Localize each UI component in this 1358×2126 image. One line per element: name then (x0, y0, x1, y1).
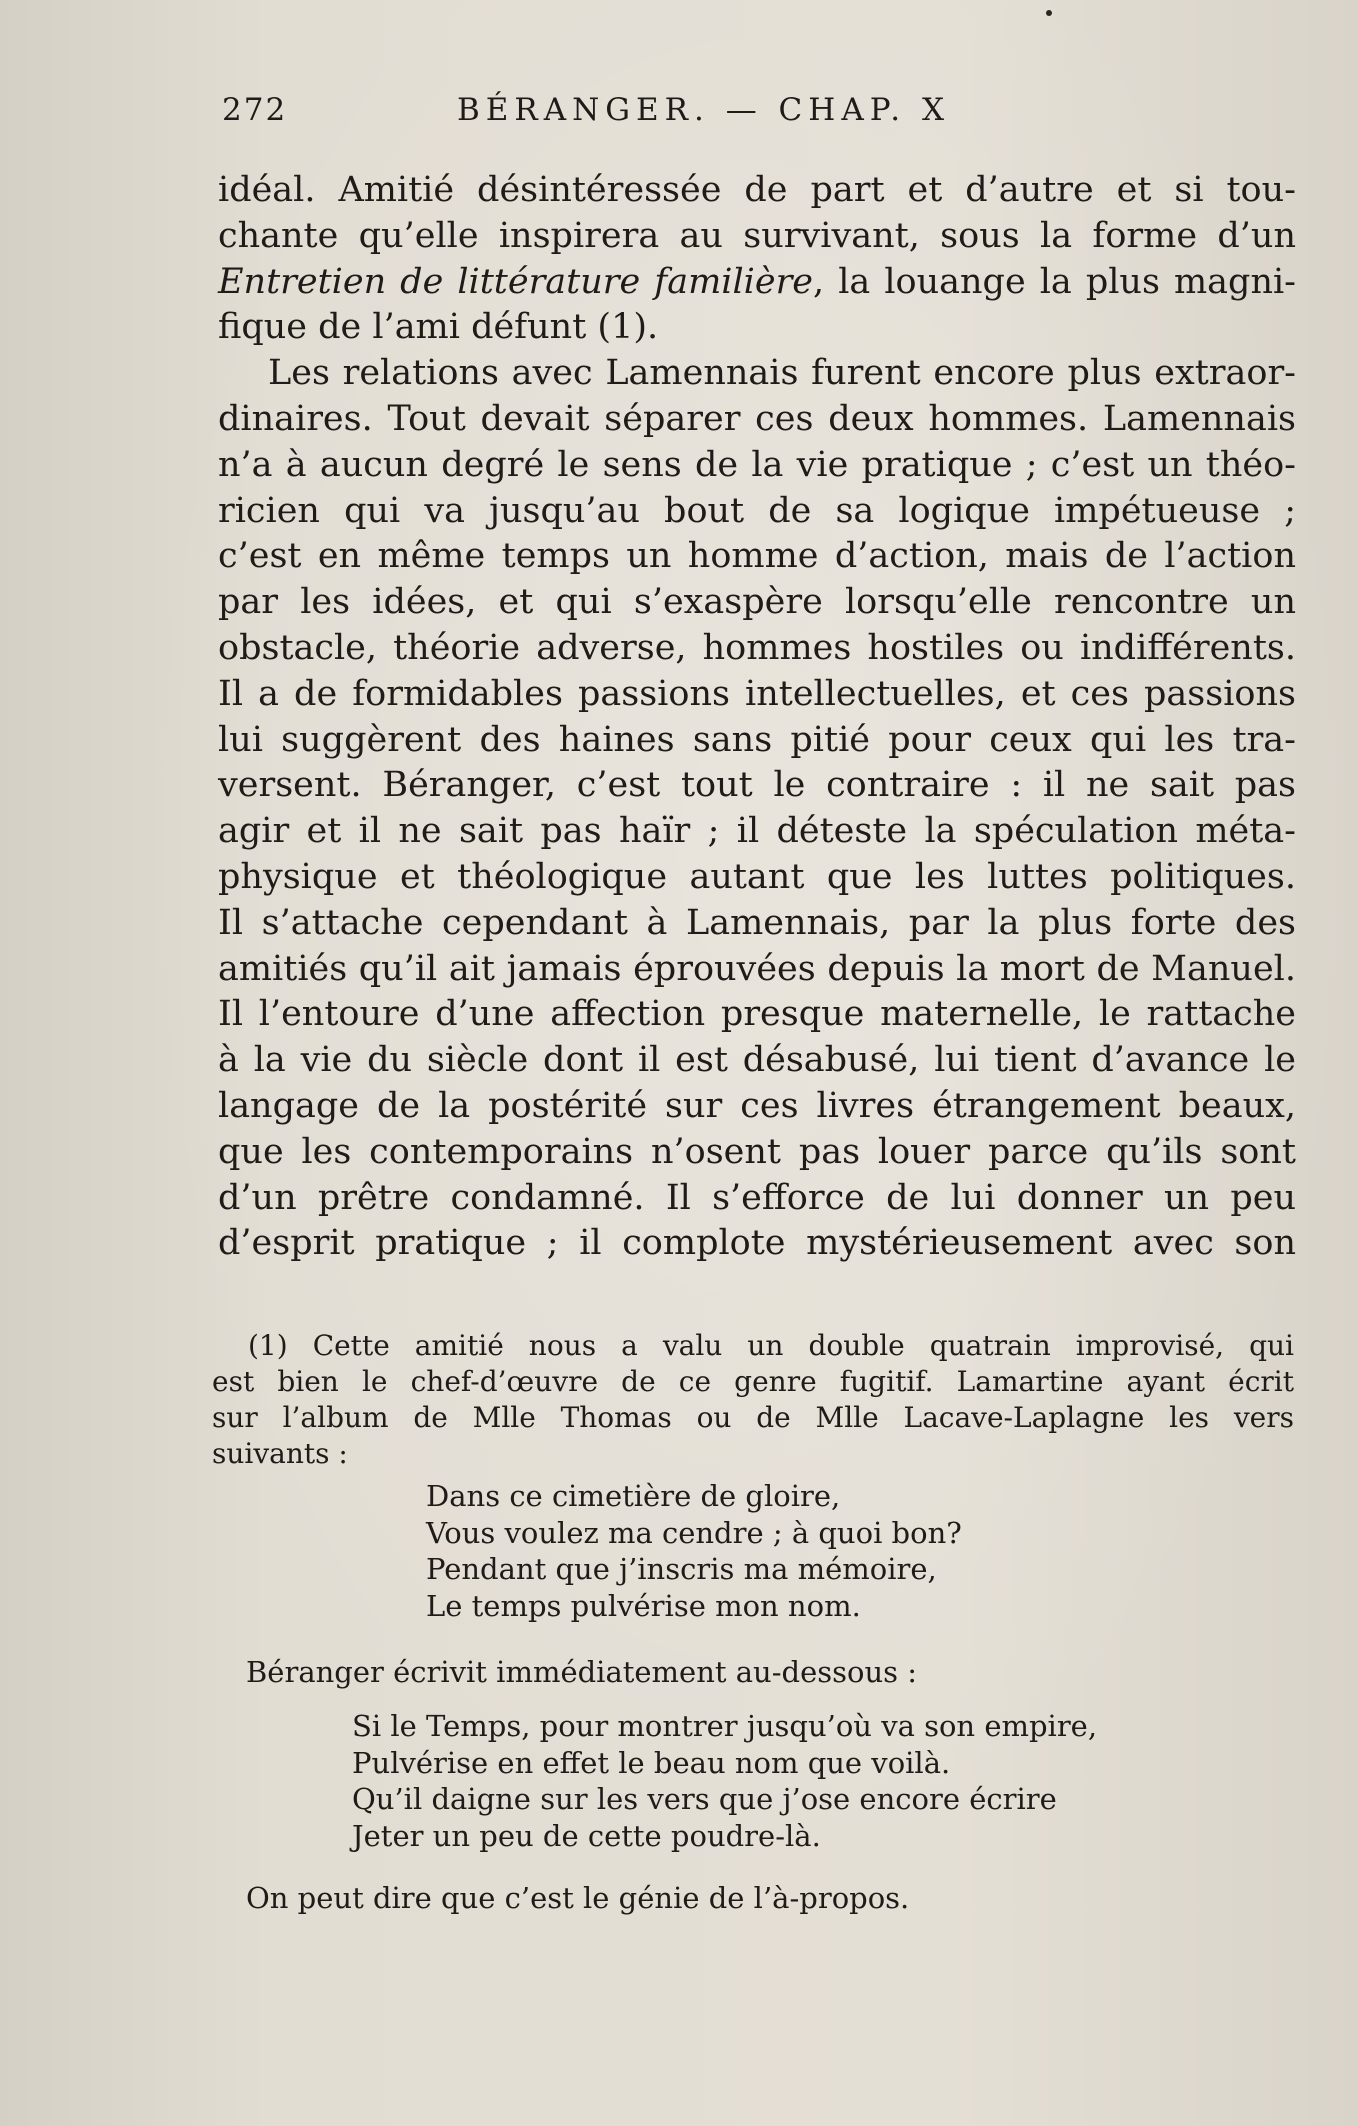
verse-line: Le temps pulvérise mon nom. (426, 1588, 861, 1623)
body-line: physique et théologique autant que les luttes politiques. (218, 856, 1296, 897)
print-speck (1046, 10, 1052, 16)
running-title: BÉRANGER. — CHAP. X (457, 92, 951, 128)
body-line: langage de la postérité sur ces livres étrangement beaux, (218, 1085, 1296, 1126)
body-line: versent. Béranger, c’est tout le contraire : il ne sait pas (218, 765, 1296, 806)
body-line: dinaires. Tout devait séparer ces deux hommes. Lamennais (218, 398, 1296, 439)
body-line: Il l’entoure d’une affection presque maternelle, le rattache (218, 994, 1296, 1035)
paragraph-start-line: Les relations avec Lamennais furent encore plus extraor- (268, 353, 1296, 394)
verse-line: Qu’il daigne sur les vers que j’ose encore écrire (352, 1782, 1057, 1816)
body-line: c’est en même temps un homme d’action, mais de l’action (218, 536, 1296, 577)
body-line: lui suggèrent des haines sans pitié pour ceux qui les tra- (218, 719, 1296, 760)
body-line: idéal. Amitié désintéressée de part et d’autre et si tou- (218, 170, 1296, 210)
footnote-intro: Béranger écrivit immédiatement au-dessous : (246, 1655, 918, 1689)
footnote-line: sur l’album de Mlle Thomas ou de Mlle Lacave-Laplagne les vers (212, 1401, 1294, 1434)
body-line: n’a à aucun degré le sens de la vie pratique ; c’est un théo- (218, 444, 1296, 485)
verse-line: Dans ce cimetière de gloire, (426, 1479, 841, 1513)
verse-line: Jeter un peu de cette poudre-là. (352, 1818, 821, 1853)
body-line: d’esprit pratique ; il complote mystérieusement avec son (218, 1223, 1296, 1264)
body-line: amitiés qu’il ait jamais éprouvées depuis la mort de Manuel. (218, 948, 1296, 989)
verse-line: Pulvérise en effet le beau nom que voilà. (352, 1745, 951, 1780)
verse-line: Si le Temps, pour montrer jusqu’où va son empire, (352, 1709, 1098, 1743)
body-line: Il s’attache cependant à Lamennais, par la plus forte des (218, 902, 1296, 943)
footnote (212, 1328, 1294, 1472)
footnote-line: (1) Cette amitié nous a valu un double quatrain improvisé, qui (248, 1329, 1294, 1362)
body-line: fique de l’ami défunt (1). (218, 307, 659, 348)
body-line: à la vie du siècle dont il est désabusé, lui tient d’avance le (218, 1040, 1296, 1081)
body-line: chante qu’elle inspirera au survivant, sous la forme d’un (218, 215, 1296, 256)
footnote-closing: On peut dire que c’est le génie de l’à-propos. (246, 1881, 910, 1915)
verse-line: Vous voulez ma cendre ; à quoi bon? (426, 1515, 962, 1550)
body-line: agir et il ne sait pas haïr ; il déteste la spéculation méta- (218, 811, 1296, 852)
running-header (222, 92, 1292, 136)
italic-work-title: Entretien de littérature familière (218, 261, 814, 302)
verse-line: Pendant que j’inscris ma mémoire, (426, 1552, 937, 1586)
main-text (218, 168, 1296, 1267)
page-number: 272 (222, 92, 288, 128)
footnote-line: suivants : (212, 1437, 348, 1470)
body-line: d’un prêtre condamné. Il s’efforce de lui donner un peu (218, 1177, 1296, 1218)
body-line: que les contemporains n’osent pas louer parce qu’ils sont (218, 1131, 1296, 1172)
lamartine-quatrain (426, 1478, 962, 1624)
body-line: par les idées, et qui s’exaspère lorsqu’elle rencontre un (218, 582, 1296, 623)
body-line: Il a de formidables passions intellectuelles, et ces passions (218, 673, 1296, 714)
body-line: ricien qui va jusqu’au bout de sa logique impétueuse ; (218, 490, 1296, 531)
body-line-with-title (218, 260, 1296, 306)
footnote-line: est bien le chef-d’œuvre de ce genre fugitif. Lamartine ayant écrit (212, 1365, 1294, 1398)
body-line-fragment: , la louange la plus magni- (813, 261, 1296, 302)
body-line: obstacle, théorie adverse, hommes hostiles ou indifférents. (218, 627, 1296, 668)
beranger-quatrain (352, 1708, 1097, 1854)
